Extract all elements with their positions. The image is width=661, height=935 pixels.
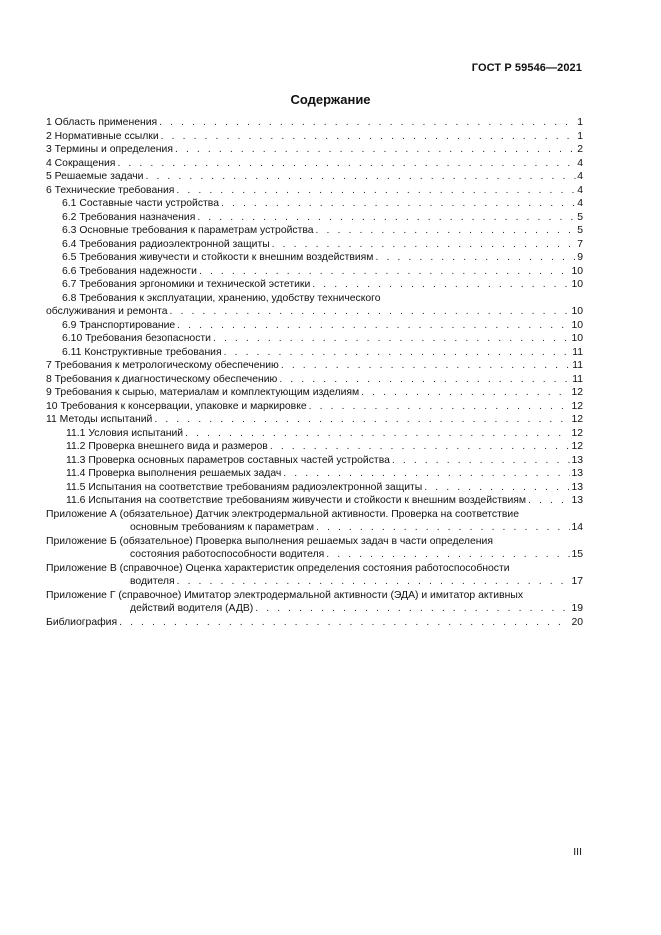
toc-page: 10: [571, 279, 583, 290]
toc-entry-appendix-b-line1[interactable]: Приложение Б (обязательное) Проверка выполнения решаемых задач в части определения: [46, 535, 493, 547]
toc-entry-6-8[interactable]: [46, 305, 583, 319]
toc-label: 11 Методы испытаний: [46, 414, 153, 425]
toc-entry-bibliography[interactable]: [46, 616, 583, 630]
toc-entry-6-9[interactable]: [46, 319, 583, 333]
toc-page: 4: [577, 171, 583, 182]
toc-page: 11: [572, 346, 583, 358]
toc-page: 7: [577, 238, 583, 250]
toc-page: 13: [571, 481, 583, 493]
leader-dots: [185, 427, 570, 441]
toc-page: 2: [577, 144, 583, 155]
toc-entry-11-5[interactable]: [46, 481, 583, 495]
toc-entry-6-6[interactable]: [46, 265, 583, 279]
toc-entry-appendix-g[interactable]: [46, 602, 583, 616]
toc-label: действий водителя (АДВ): [130, 603, 254, 614]
toc-label: обслуживания и ремонта: [46, 306, 168, 317]
toc-page: 12: [571, 414, 583, 425]
toc-page: 9: [577, 252, 583, 263]
leader-dots: [316, 521, 570, 535]
document-id: ГОСТ Р 59546—2021: [471, 62, 582, 74]
toc-label: 6.3 Основные требования к параметрам устройства: [62, 225, 314, 236]
toc-entry-appendix-b[interactable]: [46, 548, 583, 562]
leader-dots: [145, 170, 576, 184]
toc-page: 10: [571, 265, 583, 277]
leader-dots: [326, 548, 570, 562]
toc-label: водителя: [130, 576, 175, 587]
toc-label: 11.5 Испытания на соответствие требованиям радиоэлектронной защиты: [66, 481, 423, 493]
toc-entry-11-2[interactable]: [46, 440, 583, 454]
toc-label: 6.9 Транспортирование: [62, 319, 176, 331]
toc-label: основным требованиям к параметрам: [130, 522, 314, 533]
leader-dots: [361, 386, 570, 400]
toc-label: состояния работоспособности водителя: [130, 549, 325, 560]
toc-label: 1 Область применения: [46, 117, 158, 128]
leader-dots: [119, 616, 570, 630]
leader-dots: [154, 413, 570, 427]
toc-label: 6.1 Составные части устройства: [62, 198, 219, 209]
toc-entry-11-1[interactable]: [46, 427, 583, 441]
toc-label: Библиография: [46, 616, 118, 628]
leader-dots: [199, 265, 570, 279]
toc-page: 5: [577, 225, 583, 236]
toc-entry-6-4[interactable]: [46, 238, 583, 252]
toc-entry-appendix-v-line1[interactable]: Приложение В (справочное) Оценка характеристик определения состояния работоспособности: [46, 562, 510, 574]
table-of-contents: [46, 116, 583, 629]
leader-dots: [309, 400, 571, 414]
toc-label: 4 Сокращения: [46, 157, 116, 169]
toc-page: 4: [577, 184, 583, 196]
toc-label: 11.4 Проверка выполнения решаемых задач: [66, 468, 282, 479]
leader-dots: [177, 319, 570, 333]
page-title: Содержание: [290, 92, 371, 107]
toc-entry-11[interactable]: [46, 413, 583, 427]
leader-dots: [224, 346, 572, 360]
toc-entry-6-5[interactable]: [46, 251, 583, 265]
leader-dots: [176, 184, 576, 198]
leader-dots: [424, 481, 570, 495]
toc-label: 11.3 Проверка основных параметров составных частей устройства: [66, 454, 390, 466]
toc-page: 17: [571, 576, 583, 587]
leader-dots: [528, 494, 570, 508]
leader-dots: [375, 251, 576, 265]
toc-label: 6.2 Требования назначения: [62, 211, 196, 223]
leader-dots: [197, 211, 576, 225]
toc-entry-6-2[interactable]: [46, 211, 583, 225]
toc-entry-5[interactable]: [46, 170, 583, 184]
leader-dots: [221, 197, 576, 211]
toc-entry-4[interactable]: [46, 157, 583, 171]
toc-page: 1: [577, 117, 583, 128]
toc-entry-3[interactable]: [46, 143, 583, 157]
toc-page: 13: [571, 454, 583, 466]
toc-label: 11.1 Условия испытаний: [66, 427, 184, 439]
leader-dots: [392, 454, 571, 468]
toc-label: 9 Требования к сырью, материалам и комплектующим изделиям: [46, 387, 360, 398]
toc-entry-6-11[interactable]: [46, 346, 583, 360]
toc-entry-9[interactable]: [46, 386, 583, 400]
toc-label: 6 Технические требования: [46, 184, 175, 196]
toc-entry-6-7[interactable]: [46, 278, 583, 292]
toc-page: 4: [577, 198, 583, 209]
toc-label: 5 Решаемые задачи: [46, 171, 144, 182]
leader-dots: [255, 602, 570, 616]
toc-page: 12: [571, 387, 583, 398]
toc-entry-6-8-line1[interactable]: 6.8 Требования к эксплуатации, хранению, удобству технического: [62, 292, 381, 304]
toc-entry-11-3[interactable]: [46, 454, 583, 468]
toc-label: 6.7 Требования эргономики и технической эстетики: [62, 279, 311, 290]
leader-dots: [117, 157, 576, 171]
toc-label: 8 Требования к диагностическому обеспечению: [46, 373, 278, 385]
toc-page: 5: [577, 211, 583, 223]
leader-dots: [283, 467, 570, 481]
toc-entry-10[interactable]: [46, 400, 583, 414]
toc-page: 10: [571, 319, 583, 331]
toc-entry-appendix-a[interactable]: [46, 521, 583, 535]
leader-dots: [272, 238, 577, 252]
toc-label: 6.10 Требования безопасности: [62, 333, 211, 344]
toc-entry-11-4[interactable]: [46, 467, 583, 481]
toc-page: 11: [572, 373, 583, 385]
toc-label: 2 Нормативные ссылки: [46, 130, 159, 142]
toc-page: 10: [571, 306, 583, 317]
leader-dots: [281, 359, 571, 373]
toc-page: 11: [572, 360, 583, 371]
toc-entry-6-1[interactable]: [46, 197, 583, 211]
toc-page: 12: [571, 441, 583, 452]
toc-page: 14: [571, 522, 583, 533]
leader-dots: [170, 305, 571, 319]
toc-label: 3 Термины и определения: [46, 144, 173, 155]
toc-page: 20: [571, 616, 583, 628]
leader-dots: [213, 332, 570, 346]
toc-page: 13: [571, 495, 583, 506]
leader-dots: [161, 130, 577, 144]
toc-page: 13: [571, 468, 583, 479]
toc-page: 10: [571, 333, 583, 344]
toc-label: 11.2 Проверка внешнего вида и размеров: [66, 441, 268, 452]
toc-label: 6.11 Конструктивные требования: [62, 346, 222, 358]
toc-label: 7 Требования к метрологическому обеспечению: [46, 360, 279, 371]
toc-label: 6.5 Требования живучести и стойкости к внешним воздействиям: [62, 252, 374, 263]
leader-dots: [159, 116, 576, 130]
toc-page: 15: [571, 549, 583, 560]
toc-entry-1[interactable]: [46, 116, 583, 130]
page-number: III: [573, 846, 582, 858]
toc-entry-6-10[interactable]: [46, 332, 583, 346]
toc-entry-2[interactable]: [46, 130, 583, 144]
leader-dots: [177, 575, 571, 589]
leader-dots: [279, 373, 571, 387]
toc-page: 1: [577, 130, 583, 142]
leader-dots: [175, 143, 576, 157]
leader-dots: [270, 440, 571, 454]
toc-entry-appendix-v[interactable]: [46, 575, 583, 589]
toc-entry-appendix-a-line1[interactable]: Приложение А (обязательное) Датчик электродермальной активности. Проверка на соответствие: [46, 508, 519, 520]
toc-entry-7[interactable]: [46, 359, 583, 373]
toc-label: 10 Требования к консервации, упаковке и маркировке: [46, 400, 307, 412]
toc-label: 6.6 Требования надежности: [62, 265, 197, 277]
toc-entry-8[interactable]: [46, 373, 583, 387]
toc-page: 19: [571, 603, 583, 614]
toc-page: 12: [571, 400, 583, 412]
toc-page: 12: [571, 427, 583, 439]
toc-page: 4: [577, 157, 583, 169]
leader-dots: [312, 278, 570, 292]
toc-label: 11.6 Испытания на соответствие требованиям живучести и стойкости к внешним воздействиям: [66, 495, 527, 506]
toc-label: 6.4 Требования радиоэлектронной защиты: [62, 238, 270, 250]
toc-entry-11-6[interactable]: [46, 494, 583, 508]
leader-dots: [316, 224, 577, 238]
toc-entry-6[interactable]: [46, 184, 583, 198]
toc-entry-appendix-g-line1[interactable]: Приложение Г (справочное) Имитатор электродермальной активности (ЭДА) и имитатор активных: [46, 589, 524, 601]
toc-entry-6-3[interactable]: [46, 224, 583, 238]
